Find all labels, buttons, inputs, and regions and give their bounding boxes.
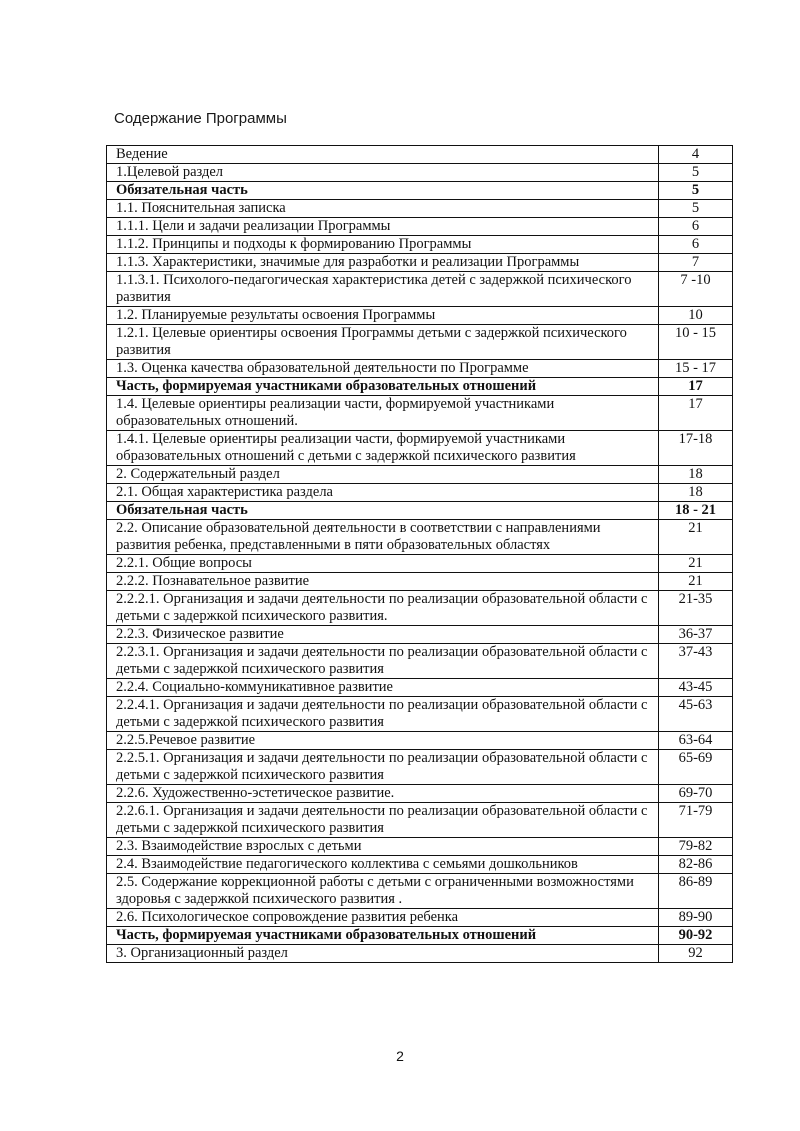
toc-row [107, 396, 733, 431]
toc-entry-page: 79-82 [659, 838, 733, 856]
toc-row [107, 591, 733, 626]
toc-entry-title: Часть, формируемая участниками образовательных отношений [107, 378, 659, 396]
toc-entry-title: 2.2.1. Общие вопросы [107, 555, 659, 573]
toc-row [107, 626, 733, 644]
toc-entry-title: 2.2.6. Художественно-эстетическое развитие. [107, 785, 659, 803]
toc-entry-title: 2.2.3. Физическое развитие [107, 626, 659, 644]
toc-entry-page: 63-64 [659, 732, 733, 750]
toc-row [107, 360, 733, 378]
toc-entry-title: 1.1.2. Принципы и подходы к формированию Программы [107, 236, 659, 254]
toc-entry-page: 89-90 [659, 909, 733, 927]
toc-entry-title: 1.1. Пояснительная записка [107, 200, 659, 218]
toc-entry-page: 37-43 [659, 644, 733, 679]
toc-row [107, 200, 733, 218]
toc-body [107, 146, 733, 963]
toc-entry-page: 10 - 15 [659, 325, 733, 360]
toc-entry-page: 69-70 [659, 785, 733, 803]
toc-entry-page: 21 [659, 555, 733, 573]
toc-entry-page: 92 [659, 945, 733, 963]
toc-entry-title: 2.2.3.1. Организация и задачи деятельности по реализации образовательной области с детьми с задержкой психического развития [107, 644, 659, 679]
toc-entry-title: 2.2.5.1. Организация и задачи деятельности по реализации образовательной области с детьми с задержкой психического развития [107, 750, 659, 785]
toc-entry-page: 21 [659, 573, 733, 591]
toc-entry-page: 5 [659, 164, 733, 182]
toc-entry-page: 4 [659, 146, 733, 164]
toc-row [107, 803, 733, 838]
toc-entry-title: 2.3. Взаимодействие взрослых с детьми [107, 838, 659, 856]
toc-row [107, 502, 733, 520]
toc-entry-title: Часть, формируемая участниками образовательных отношений [107, 927, 659, 945]
toc-entry-title: 2.2. Описание образовательной деятельности в соответствии с направлениями развития ребенка, представленными в пяти образовательных областях [107, 520, 659, 555]
toc-row [107, 378, 733, 396]
toc-entry-page: 18 - 21 [659, 502, 733, 520]
toc-entry-page: 6 [659, 236, 733, 254]
toc-entry-title: 2.2.5.Речевое развитие [107, 732, 659, 750]
toc-entry-page: 86-89 [659, 874, 733, 909]
toc-entry-title: 2.5. Содержание коррекционной работы с детьми с ограниченными возможностями здоровья с задержкой психического развития . [107, 874, 659, 909]
table-of-contents [106, 145, 733, 963]
toc-entry-title: Ведение [107, 146, 659, 164]
toc-entry-title: 1.1.3.1. Психолого-педагогическая характеристика детей с задержкой психического развития [107, 272, 659, 307]
toc-entry-title: 2.2.6.1. Организация и задачи деятельности по реализации образовательной области с детьми с задержкой психического развития [107, 803, 659, 838]
toc-entry-title: 2.1. Общая характеристика раздела [107, 484, 659, 502]
toc-row [107, 182, 733, 200]
toc-row [107, 272, 733, 307]
document-title: Содержание Программы [114, 110, 287, 127]
toc-entry-title: 1.1.3. Характеристики, значимые для разработки и реализации Программы [107, 254, 659, 272]
toc-row [107, 927, 733, 945]
toc-entry-page: 71-79 [659, 803, 733, 838]
toc-entry-page: 10 [659, 307, 733, 325]
toc-entry-page: 17-18 [659, 431, 733, 466]
toc-row [107, 307, 733, 325]
toc-entry-title: 1.2.1. Целевые ориентиры освоения Программы детьми с задержкой психического развития [107, 325, 659, 360]
toc-entry-title: 1.4. Целевые ориентиры реализации части, формируемой участниками образовательных отношений. [107, 396, 659, 431]
toc-entry-title: Обязательная часть [107, 502, 659, 520]
toc-row [107, 750, 733, 785]
toc-row [107, 732, 733, 750]
toc-entry-page: 21 [659, 520, 733, 555]
toc-entry-page: 17 [659, 378, 733, 396]
toc-entry-title: 1.Целевой раздел [107, 164, 659, 182]
toc-entry-page: 7 -10 [659, 272, 733, 307]
toc-entry-page: 5 [659, 200, 733, 218]
toc-entry-page: 36-37 [659, 626, 733, 644]
toc-row [107, 856, 733, 874]
toc-entry-page: 7 [659, 254, 733, 272]
toc-entry-title: 2.2.4.1. Организация и задачи деятельности по реализации образовательной области с детьми с задержкой психического развития [107, 697, 659, 732]
toc-entry-title: 2. Содержательный раздел [107, 466, 659, 484]
toc-entry-page: 90-92 [659, 927, 733, 945]
toc-entry-page: 15 - 17 [659, 360, 733, 378]
toc-row [107, 218, 733, 236]
toc-entry-title: 3. Организационный раздел [107, 945, 659, 963]
toc-entry-title: 2.6. Психологическое сопровождение развития ребенка [107, 909, 659, 927]
toc-row [107, 679, 733, 697]
toc-row [107, 573, 733, 591]
toc-entry-page: 6 [659, 218, 733, 236]
toc-row [107, 555, 733, 573]
toc-entry-page: 82-86 [659, 856, 733, 874]
toc-row [107, 520, 733, 555]
page-number: 2 [396, 1048, 404, 1064]
toc-entry-page: 21-35 [659, 591, 733, 626]
toc-row [107, 785, 733, 803]
toc-entry-page: 5 [659, 182, 733, 200]
toc-row [107, 838, 733, 856]
toc-entry-title: 1.4.1. Целевые ориентиры реализации части, формируемой участниками образовательных отношений с детьми с задержкой психического развития [107, 431, 659, 466]
toc-row [107, 909, 733, 927]
toc-row [107, 146, 733, 164]
toc-entry-page: 45-63 [659, 697, 733, 732]
toc-entry-page: 43-45 [659, 679, 733, 697]
toc-row [107, 466, 733, 484]
toc-row [107, 431, 733, 466]
toc-row [107, 254, 733, 272]
toc-row [107, 945, 733, 963]
toc-row [107, 164, 733, 182]
toc-entry-page: 18 [659, 484, 733, 502]
toc-entry-page: 18 [659, 466, 733, 484]
toc-entry-page: 17 [659, 396, 733, 431]
toc-row [107, 697, 733, 732]
toc-entry-title: 1.3. Оценка качества образовательной деятельности по Программе [107, 360, 659, 378]
toc-entry-page: 65-69 [659, 750, 733, 785]
toc-row [107, 236, 733, 254]
toc-row [107, 874, 733, 909]
toc-entry-title: 1.1.1. Цели и задачи реализации Программы [107, 218, 659, 236]
toc-entry-title: 1.2. Планируемые результаты освоения Программы [107, 307, 659, 325]
toc-entry-title: 2.2.4. Социально-коммуникативное развитие [107, 679, 659, 697]
toc-row [107, 644, 733, 679]
toc-entry-title: Обязательная часть [107, 182, 659, 200]
toc-row [107, 325, 733, 360]
toc-entry-title: 2.2.2. Познавательное развитие [107, 573, 659, 591]
toc-entry-title: 2.2.2.1. Организация и задачи деятельности по реализации образовательной области с детьми с задержкой психического развития. [107, 591, 659, 626]
toc-row [107, 484, 733, 502]
toc-entry-title: 2.4. Взаимодействие педагогического коллектива с семьями дошкольников [107, 856, 659, 874]
